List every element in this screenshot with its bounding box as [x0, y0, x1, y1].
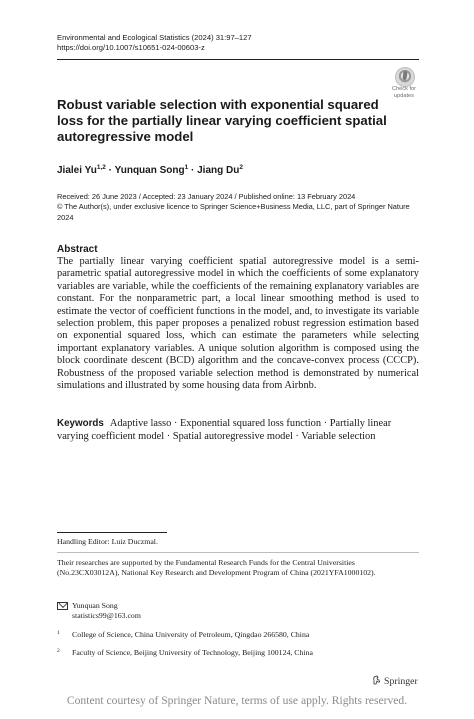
check-badge-line2: updates	[394, 92, 414, 99]
keywords-section	[57, 418, 419, 443]
corresponding-email[interactable]: statistics99@163.com	[72, 611, 141, 621]
header-rule	[57, 59, 419, 60]
author-list	[57, 162, 243, 177]
author-separator: ·	[105, 165, 115, 176]
keywords-label: Keywords	[57, 418, 104, 429]
funding-note: Their researches are supported by the Fundamental Research Funds for the Central Universities (No.23CX03012A), National Key Research and Development Program of China (2021YFA1000102).	[57, 558, 376, 578]
springer-horse-icon	[372, 675, 381, 685]
affiliation-text: College of Science, China University of Petroleum, Qingdao 266580, China	[72, 630, 310, 639]
corresponding-name: Yunquan Song	[72, 601, 118, 610]
check-for-updates-badge[interactable]	[389, 67, 419, 101]
abstract-heading: Abstract	[57, 244, 98, 255]
corresponding-author	[57, 601, 141, 622]
author-affiliation-mark: 1	[184, 164, 189, 171]
author-name[interactable]: Jialei Yu	[57, 165, 97, 176]
copyright-line: © The Author(s), under exclusive licence to Springer Science+Business Media, LLC, part of Springer Nature 2024	[57, 202, 410, 222]
handling-editor: Handling Editor: Luiz Duczmal.	[57, 537, 158, 546]
dates-line: Received: 26 June 2023 / Accepted: 23 January 2024 / Published online: 13 February 2024	[57, 192, 356, 201]
publication-history	[57, 192, 427, 223]
publisher-logo[interactable]	[372, 675, 418, 687]
paper-title: Robust variable selection with exponential squared loss for the partially linear varying coefficient spatial autoregressive model	[57, 97, 387, 145]
affiliation-text: Faculty of Science, Beijing University of Technology, Beijing 100124, China	[72, 648, 313, 657]
publisher-name: Springer	[384, 676, 418, 687]
abstract-text: The partially linear varying coefficient spatial autoregressive model is a semi-parametric spatial autoregressive model in which the coefficients of some explanatory variables are variable, while the coefficients of the remaining explanatory variables are constant. For the nonparametric part, a local linear smoothing method is used to estimate the vector of coefficient functions in the model, and, to investigate its variable selection problem, this paper proposes a penalized robust regression estimation based on exponential squared loss, which can estimate the parameters while selecting important explanatory variables. A unique solution algorithm is composed using the block coordinate descent (BCD) algorithm and the concave-convex process (CCCP). Robustness of the proposed variable selection method is demonstrated by numerical simulations and illustrated by some housing data from Airbnb.	[57, 256, 419, 392]
courtesy-watermark: Content courtesy of Springer Nature, terms of use apply. Rights reserved.	[66, 694, 408, 707]
journal-header	[57, 33, 252, 53]
footnote-separator	[57, 552, 419, 553]
doi-link[interactable]: https://doi.org/10.1007/s10651-024-00603-z	[57, 43, 205, 52]
journal-citation: Environmental and Ecological Statistics (2024) 31:97–127	[57, 33, 252, 42]
crossmark-icon	[395, 67, 415, 87]
affiliation-number: 1	[57, 630, 60, 636]
check-badge-line1: Check for	[392, 86, 416, 92]
affiliation-number: 2	[57, 648, 60, 654]
footnote-rule	[57, 532, 167, 533]
author-name[interactable]: Yunquan Song	[114, 165, 185, 176]
author-name[interactable]: Jiang Du	[197, 165, 240, 176]
author-separator: ·	[188, 165, 198, 176]
author-affiliation-mark: 1,2	[96, 164, 106, 171]
keywords-text: Adaptive lasso · Exponential squared loss function · Partially linear varying coefficient model · Spatial autoregressive model · Variable selection	[57, 418, 392, 442]
affiliation-item	[57, 648, 313, 658]
affiliation-item	[57, 630, 309, 640]
author-affiliation-mark: 2	[239, 164, 243, 171]
envelope-icon	[57, 602, 68, 610]
